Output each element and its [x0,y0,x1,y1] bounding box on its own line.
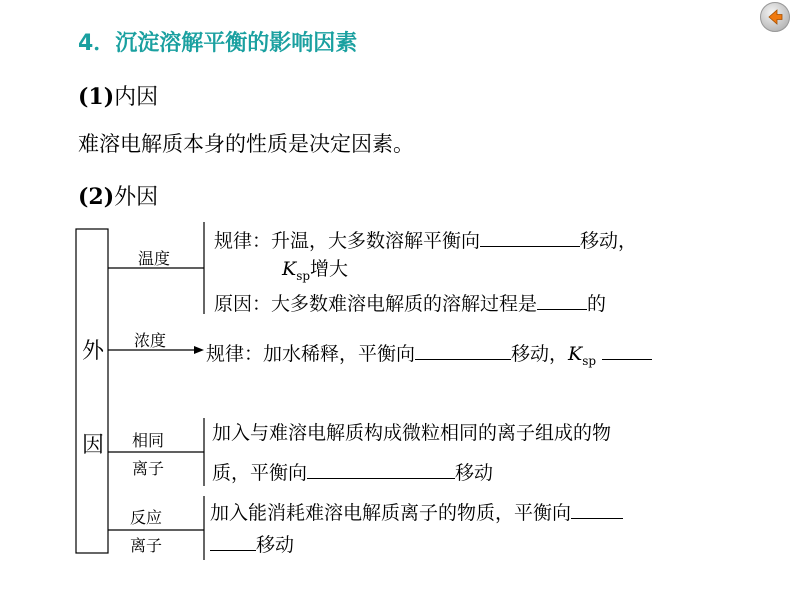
reaction-ion-text-1 [210,498,623,525]
common-ion-blank-direction [307,458,455,479]
concentration-arrow-head [194,346,204,354]
common-ion-label-2: 离子 [132,459,165,478]
concentration-blank-direction [415,339,511,360]
box-char-yin: 因 [82,433,105,458]
reaction-ion-text-1-main: 加入能消耗难溶电解质离子的物质，平衡向 [210,502,572,524]
external-number: (2) [78,184,115,210]
reaction-ion-label-1: 反应 [130,508,163,527]
reaction-ion-label-2: 离子 [130,536,163,555]
ksp-symbol: $K_{sp}$ [282,258,311,283]
page-title: 4．沉淀溶解平衡的影响因素 [78,31,358,56]
temperature-ksp-text: 增大 [310,258,349,280]
concentration-blank-ksp [602,339,652,360]
temperature-rule-prefix: 规律：升温，大多数溶解平衡向 [214,230,481,252]
reaction-ion-blank-part1 [571,498,623,519]
temperature-rule-suffix: 移动， [580,230,638,252]
reaction-ion-text-2 [210,530,294,557]
concentration-rule [206,339,652,368]
reaction-ion-blank-part2 [210,530,256,551]
internal-number: (1) [78,84,115,110]
common-ion-text-2-prefix: 质，平衡向 [212,462,308,484]
common-ion-text-1: 加入与难溶电解质构成微粒相同的离子组成的物 [212,422,612,444]
concentration-ksp-symbol: $K_{sp}$ [568,343,597,368]
external-label: 外因 [114,185,159,210]
internal-label: 内因 [114,85,159,110]
temperature-reason-suffix: 的 [587,293,607,315]
temperature-reason [214,289,606,316]
reaction-ion-text-2-suffix: 移动 [256,534,295,556]
temperature-ksp-line [282,254,348,283]
internal-description: 难溶电解质本身的性质是决定因素。 [78,132,414,156]
concentration-rule-prefix: 规律：加水稀释，平衡向 [206,343,416,365]
box-char-wai: 外 [82,339,105,364]
common-ion-text-2 [212,458,493,485]
external-factor-box [76,229,108,553]
temperature-blank-direction [480,226,580,247]
temperature-rule [214,226,637,253]
temperature-blank-process [537,289,587,310]
common-ion-text-2-suffix: 移动 [455,462,494,484]
common-ion-label-1: 相同 [132,431,165,450]
concentration-rule-mid: 移动， [511,343,569,365]
temperature-label: 温度 [138,249,171,268]
temperature-reason-prefix: 原因：大多数难溶电解质的溶解过程是 [214,293,538,315]
concentration-label: 浓度 [134,331,167,350]
